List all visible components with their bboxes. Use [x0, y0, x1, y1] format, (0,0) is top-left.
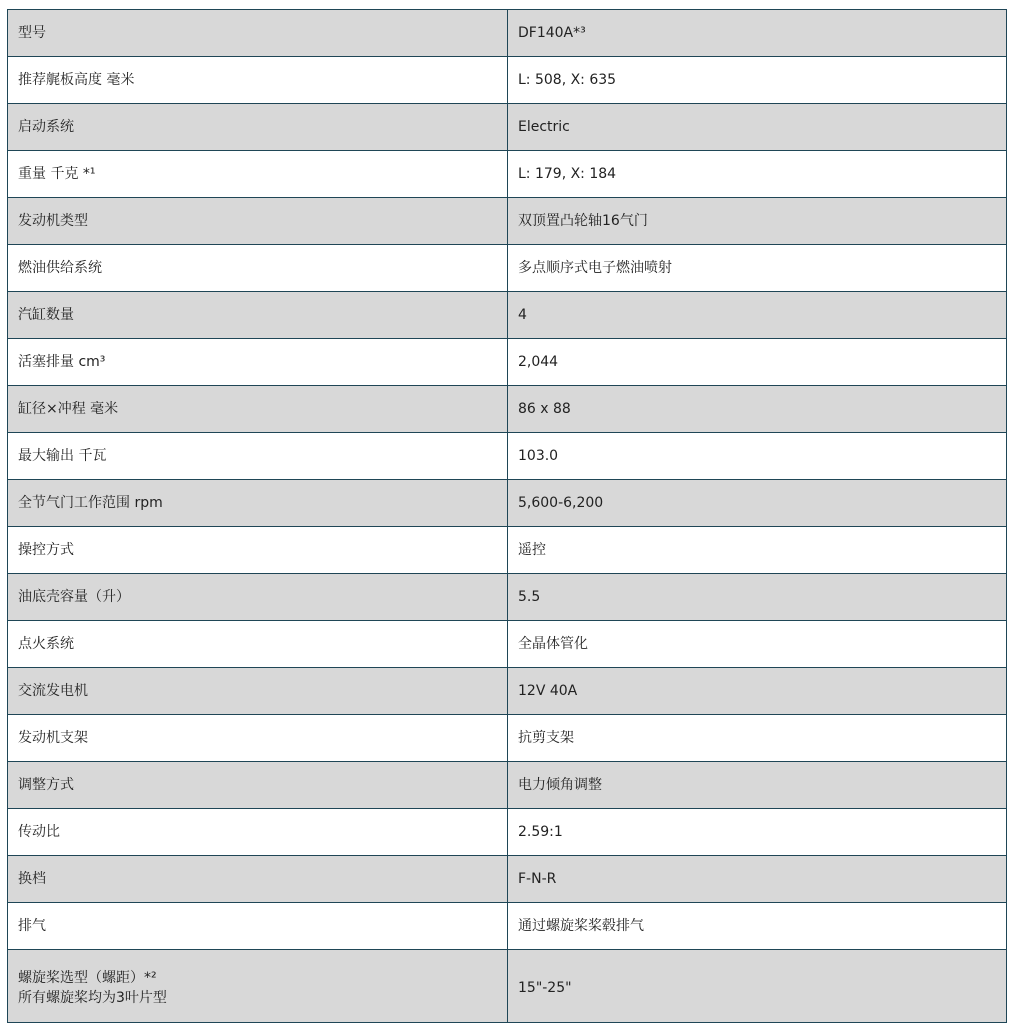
spec-value: 多点顺序式电子燃油喷射: [508, 245, 1007, 292]
table-row: [8, 151, 1007, 198]
table-row: [8, 104, 1007, 151]
table-row: [8, 198, 1007, 245]
spec-value: DF140A*³: [508, 10, 1007, 57]
spec-label: 重量 千克 *¹: [8, 151, 508, 198]
spec-label: 缸径×冲程 毫米: [8, 386, 508, 433]
spec-label: 油底壳容量（升）: [8, 574, 508, 621]
table-row: [8, 856, 1007, 903]
spec-label: 调整方式: [8, 762, 508, 809]
table-row: [8, 574, 1007, 621]
spec-label: 发动机支架: [8, 715, 508, 762]
spec-value: 2.59:1: [508, 809, 1007, 856]
spec-label: 点火系统: [8, 621, 508, 668]
spec-label: 排气: [8, 903, 508, 950]
spec-label: 最大输出 千瓦: [8, 433, 508, 480]
spec-label: 换档: [8, 856, 508, 903]
table-row: [8, 809, 1007, 856]
spec-value: 电力倾角调整: [508, 762, 1007, 809]
table-row: [8, 527, 1007, 574]
table-row: [8, 903, 1007, 950]
spec-table: [7, 9, 1007, 1023]
spec-value: 12V 40A: [508, 668, 1007, 715]
spec-label: 汽缸数量: [8, 292, 508, 339]
spec-label: 型号: [8, 10, 508, 57]
table-row: [8, 245, 1007, 292]
spec-value: 5,600-6,200: [508, 480, 1007, 527]
spec-value: 遥控: [508, 527, 1007, 574]
table-row: [8, 339, 1007, 386]
table-row: [8, 621, 1007, 668]
table-row: [8, 715, 1007, 762]
spec-label: 推荐艉板高度 毫米: [8, 57, 508, 104]
spec-label-multiline: [8, 950, 508, 1023]
table-row: [8, 762, 1007, 809]
table-row: [8, 668, 1007, 715]
spec-label: 活塞排量 cm³: [8, 339, 508, 386]
table-row: [8, 480, 1007, 527]
spec-value: 2,044: [508, 339, 1007, 386]
spec-label-line: 螺旋桨选型（螺距）*²: [18, 969, 157, 986]
spec-value: F-N-R: [508, 856, 1007, 903]
spec-value: 全晶体管化: [508, 621, 1007, 668]
table-row: [8, 950, 1007, 1023]
spec-value: L: 179, X: 184: [508, 151, 1007, 198]
table-row: [8, 57, 1007, 104]
spec-label: 燃油供给系统: [8, 245, 508, 292]
spec-value: L: 508, X: 635: [508, 57, 1007, 104]
spec-label: 全节气门工作范围 rpm: [8, 480, 508, 527]
table-row: [8, 433, 1007, 480]
table-row: [8, 292, 1007, 339]
spec-label: 启动系统: [8, 104, 508, 151]
spec-value: 抗剪支架: [508, 715, 1007, 762]
spec-label-line: 所有螺旋桨均为3叶片型: [18, 989, 167, 1006]
spec-value: 15"-25": [508, 950, 1007, 1023]
spec-label: 操控方式: [8, 527, 508, 574]
spec-value: 103.0: [508, 433, 1007, 480]
spec-label: 传动比: [8, 809, 508, 856]
spec-value: 5.5: [508, 574, 1007, 621]
spec-value: Electric: [508, 104, 1007, 151]
spec-value: 通过螺旋桨桨毂排气: [508, 903, 1007, 950]
spec-value: 双顶置凸轮轴16气门: [508, 198, 1007, 245]
spec-value: 86 x 88: [508, 386, 1007, 433]
spec-label: 发动机类型: [8, 198, 508, 245]
table-row: [8, 10, 1007, 57]
spec-value: 4: [508, 292, 1007, 339]
spec-label: 交流发电机: [8, 668, 508, 715]
table-row: [8, 386, 1007, 433]
